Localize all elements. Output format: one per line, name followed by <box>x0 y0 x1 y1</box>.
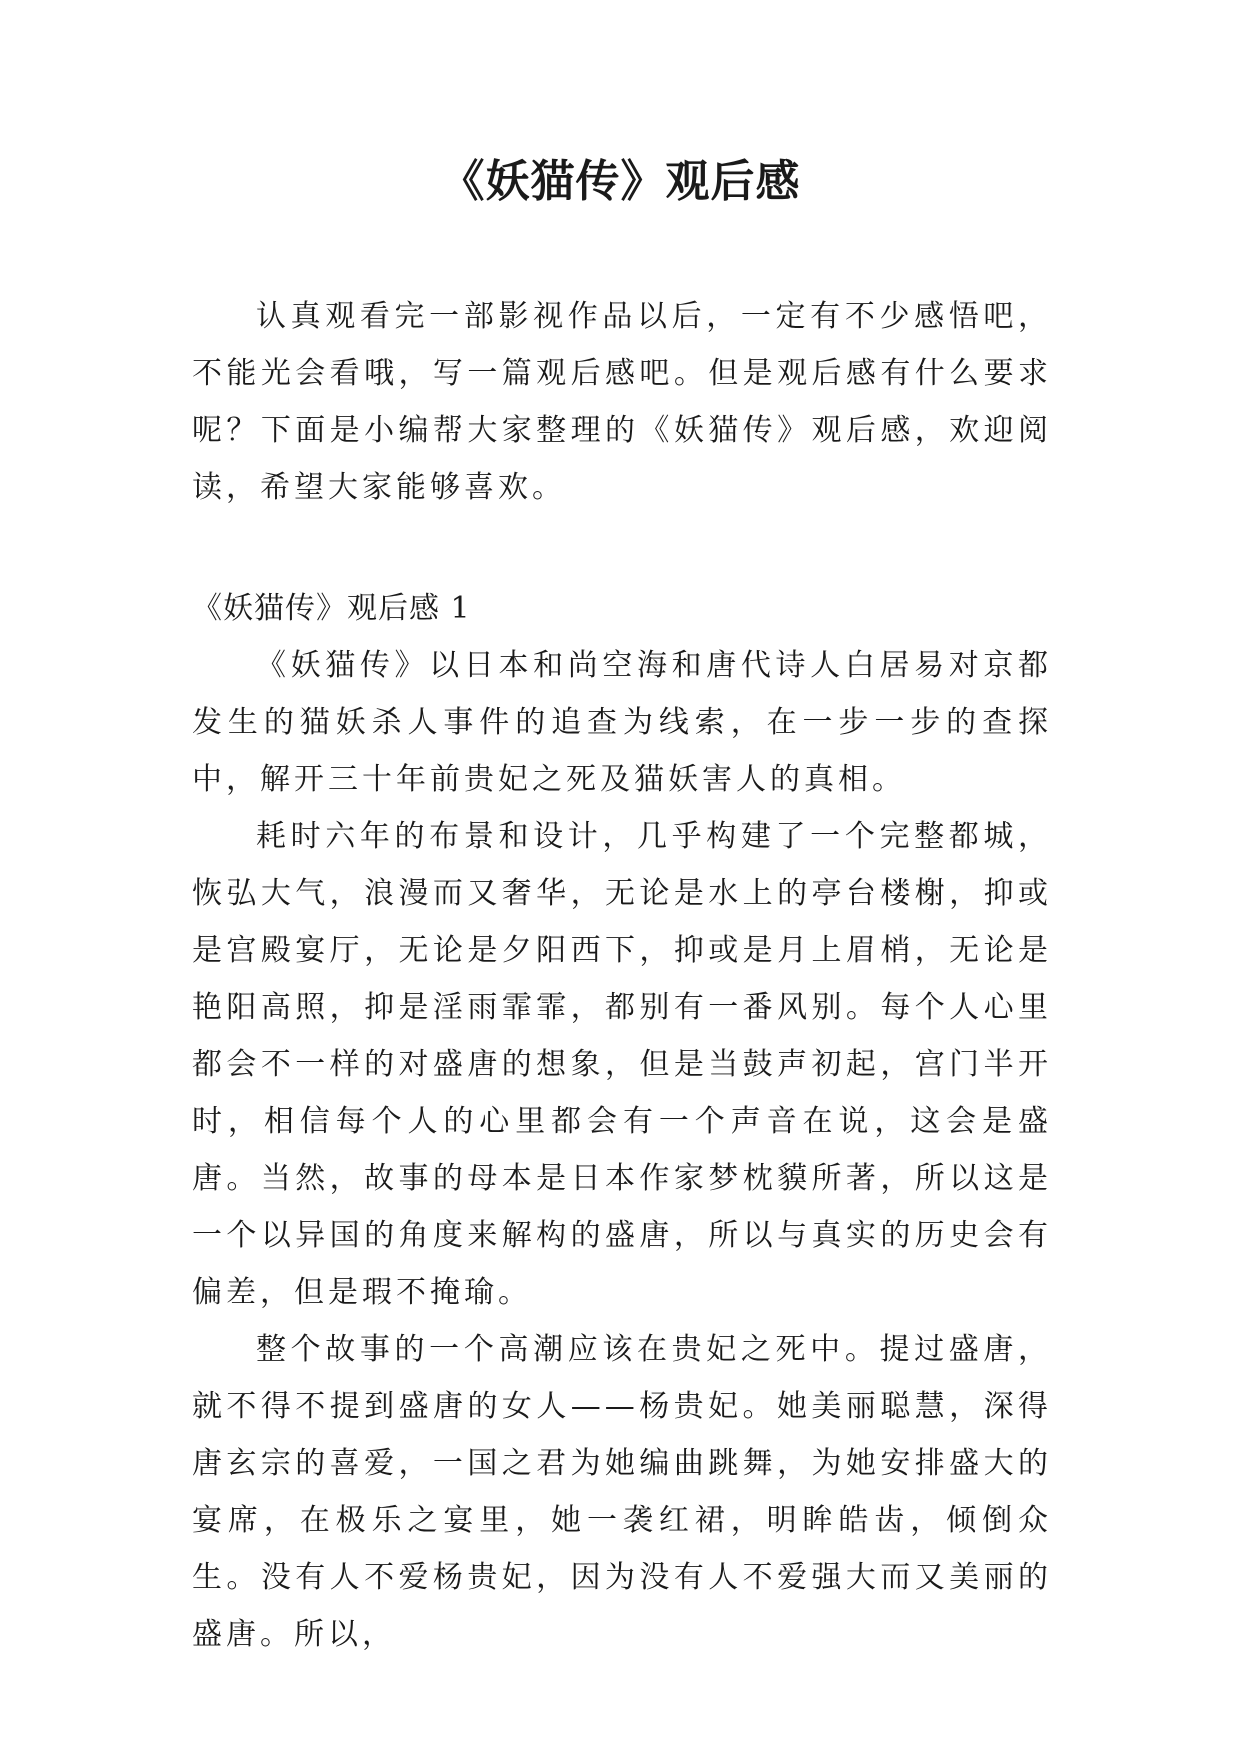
paragraph-2: 耗时六年的布景和设计，几乎构建了一个完整都城，恢弘大气，浪漫而又奢华，无论是水上的亭台楼榭，抑或是宫殿宴厅，无论是夕阳西下，抑或是月上眉梢，无论是艳阳高照，抑是淫雨霏霏，都别有一番风别。每个人心里都会不一样的对盛唐的想象，但是当鼓声初起，宫门半开时，相信每个人的心里都会有一个声音在说，这会是盛唐。当然，故事的母本是日本作家梦枕貘所著，所以这是一个以异国的角度来解构的盛唐，所以与真实的历史会有偏差，但是瑕不掩瑜。 <box>192 819 1052 1310</box>
intro-paragraph: 认真观看完一部影视作品以后，一定有不少感悟吧，不能光会看哦，写一篇观后感吧。但是观后感有什么要求呢？下面是小编帮大家整理的《妖猫传》观后感，欢迎阅读，希望大家能够喜欢。 <box>192 299 1052 505</box>
main-section <box>192 637 1052 1663</box>
intro-section <box>192 288 1052 516</box>
paragraph-1: 《妖猫传》以日本和尚空海和唐代诗人白居易对京都发生的猫妖杀人事件的追查为线索，在一步一步的查探中，解开三十年前贵妃之死及猫妖害人的真相。 <box>192 648 1052 797</box>
document-title: 《妖猫传》观后感 <box>440 156 801 207</box>
paragraph-3: 整个故事的一个高潮应该在贵妃之死中。提过盛唐，就不得不提到盛唐的女人——杨贵妃。她美丽聪慧，深得唐玄宗的喜爱，一国之君为她编曲跳舞，为她安排盛大的宴席，在极乐之宴里，她一袭红裙，明眸皓齿，倾倒众生。没有人不爱杨贵妃，因为没有人不爱强大而又美丽的盛唐。所以， <box>192 1332 1052 1652</box>
section-heading: 《妖猫传》观后感 1 <box>192 591 471 626</box>
